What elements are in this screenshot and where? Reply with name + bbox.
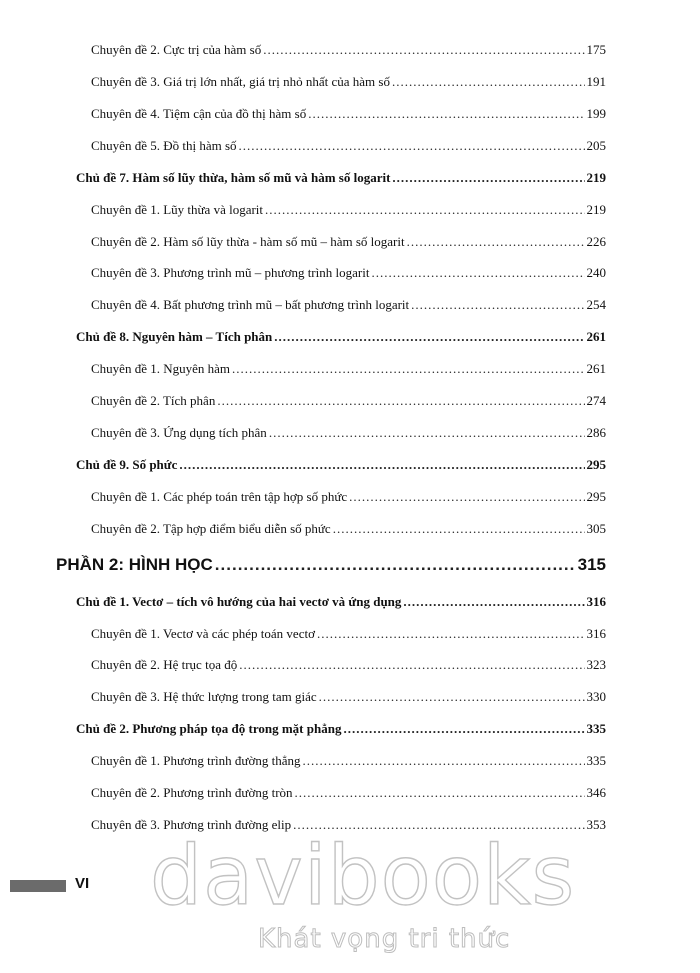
toc-entry-label: Chuyên đề 3. Hệ thức lượng trong tam giác [91, 689, 317, 704]
toc-entry-label: Chuyên đề 2. Hàm số lũy thừa - hàm số mũ – hàm số logarit [91, 234, 405, 249]
page-number: VI [75, 875, 90, 892]
toc-topic [76, 329, 606, 345]
toc-entry-page: 286 [586, 425, 606, 440]
toc-topic-label: Chủ đề 2. Phương pháp tọa độ trong mặt phẳng [76, 721, 342, 736]
toc-entry-page: 191 [586, 74, 606, 89]
toc-entry-page: 175 [586, 42, 606, 57]
dot-leader [403, 594, 584, 610]
toc-entry-label: Chuyên đề 2. Tích phân [91, 393, 216, 408]
toc-entry-page: 226 [586, 234, 606, 249]
dot-leader [319, 689, 585, 705]
toc-topic [76, 594, 606, 610]
dot-leader [407, 234, 585, 250]
toc-entry [91, 657, 606, 673]
toc-entry-label: Chuyên đề 3. Giá trị lớn nhất, giá trị nhỏ nhất của hàm số [91, 74, 390, 89]
toc-entry [91, 74, 606, 90]
dot-leader [392, 170, 584, 186]
dot-leader [411, 297, 584, 313]
dot-leader [308, 106, 584, 122]
toc-entry-label: Chuyên đề 2. Hệ trục tọa độ [91, 657, 238, 672]
toc-topic [76, 457, 606, 473]
toc-entry-label: Chuyên đề 3. Ứng dụng tích phân [91, 425, 267, 440]
toc-entry-page: 205 [586, 138, 606, 153]
dot-leader [217, 393, 584, 409]
toc-entry-page: 219 [586, 202, 606, 217]
toc-entry [91, 106, 606, 122]
toc-entry [91, 785, 606, 801]
toc-entry-label: Chuyên đề 1. Lũy thừa và logarit [91, 202, 264, 217]
toc-entry-label: Chuyên đề 4. Tiệm cận của đồ thị hàm số [91, 106, 307, 121]
toc-topic-label: Chủ đề 9. Số phức [76, 457, 178, 472]
dot-leader [333, 521, 585, 537]
toc-entry [91, 393, 606, 409]
toc-part-label: PHẦN 2: HÌNH HỌC [56, 555, 213, 574]
toc-entry [91, 234, 606, 250]
dot-leader [179, 457, 584, 473]
toc-entry [91, 297, 606, 313]
toc-entry-label: Chuyên đề 5. Đồ thị hàm số [91, 138, 237, 153]
toc-entry-page: 240 [586, 265, 606, 280]
toc-topic-page: 316 [586, 594, 606, 609]
toc-entry-page: 346 [586, 785, 606, 800]
toc-entry-label: Chuyên đề 3. Phương trình đường elip [91, 817, 292, 832]
toc-part-heading [56, 555, 606, 575]
dot-leader [239, 657, 584, 673]
dot-leader [317, 626, 585, 642]
toc-entry-page: 323 [586, 657, 606, 672]
toc-entry [91, 202, 606, 218]
toc-entry [91, 689, 606, 705]
toc-entry [91, 42, 606, 58]
dot-leader [215, 555, 576, 575]
dot-leader [349, 489, 584, 505]
toc-topic-label: Chủ đề 1. Vectơ – tích vô hướng của hai vectơ và ứng dụng [76, 594, 402, 609]
toc-entry [91, 626, 606, 642]
toc-entry-label: Chuyên đề 2. Cực trị của hàm số [91, 42, 262, 57]
toc-entry-page: 274 [586, 393, 606, 408]
toc-entry-label: Chuyên đề 1. Phương trình đường thẳng [91, 753, 301, 768]
toc-entry-label: Chuyên đề 3. Phương trình mũ – phương trình logarit [91, 265, 370, 280]
toc-entry-label: Chuyên đề 4. Bất phương trình mũ – bất phương trình logarit [91, 297, 410, 312]
toc-topic-label: Chủ đề 8. Nguyên hàm – Tích phân [76, 329, 273, 344]
dot-leader [274, 329, 584, 345]
dot-leader [265, 202, 584, 218]
toc-entry [91, 361, 606, 377]
toc-entry-page: 254 [586, 297, 606, 312]
toc-entry [91, 521, 606, 537]
watermark-slogan: Khát vọng tri thức [258, 924, 511, 954]
toc-entry-page: 261 [586, 361, 606, 376]
toc-entry-page: 316 [586, 626, 606, 641]
toc-entry-page: 295 [586, 489, 606, 504]
dot-leader [371, 265, 584, 281]
toc-topic [76, 170, 606, 186]
dot-leader [392, 74, 585, 90]
toc-entry-page: 353 [586, 817, 606, 832]
toc-topic-label: Chủ đề 7. Hàm số lũy thừa, hàm số mũ và hàm số logarit [76, 170, 391, 185]
toc-entry-label: Chuyên đề 1. Vectơ và các phép toán vectơ [91, 626, 315, 641]
toc-topic-page: 219 [586, 170, 606, 185]
toc-entry-label: Chuyên đề 2. Tập hợp điểm biểu diễn số phức [91, 521, 331, 536]
toc-topic-page: 295 [586, 457, 606, 472]
toc-entry [91, 265, 606, 281]
toc-topic-page: 261 [586, 329, 606, 344]
footer-bar [10, 880, 66, 892]
dot-leader [302, 753, 584, 769]
toc-entry [91, 138, 606, 154]
dot-leader [269, 425, 585, 441]
dot-leader [295, 785, 585, 801]
dot-leader [263, 42, 584, 58]
toc-topic-page: 335 [586, 721, 606, 736]
toc-entry-page: 199 [586, 106, 606, 121]
toc-part-page: 315 [577, 555, 606, 574]
dot-leader [343, 721, 584, 737]
dot-leader [239, 138, 585, 154]
toc-entry [91, 489, 606, 505]
toc-entry-label: Chuyên đề 2. Phương trình đường tròn [91, 785, 293, 800]
watermark-brand: davibooks [150, 829, 576, 924]
toc-entry-page: 330 [586, 689, 606, 704]
toc-entry [91, 425, 606, 441]
toc-entry-page: 305 [586, 521, 606, 536]
toc-entry-label: Chuyên đề 1. Các phép toán trên tập hợp số phức [91, 489, 348, 504]
toc-entry [91, 753, 606, 769]
toc-entry-page: 335 [586, 753, 606, 768]
dot-leader [232, 361, 584, 377]
toc-topic [76, 721, 606, 737]
toc-entry-label: Chuyên đề 1. Nguyên hàm [91, 361, 231, 376]
